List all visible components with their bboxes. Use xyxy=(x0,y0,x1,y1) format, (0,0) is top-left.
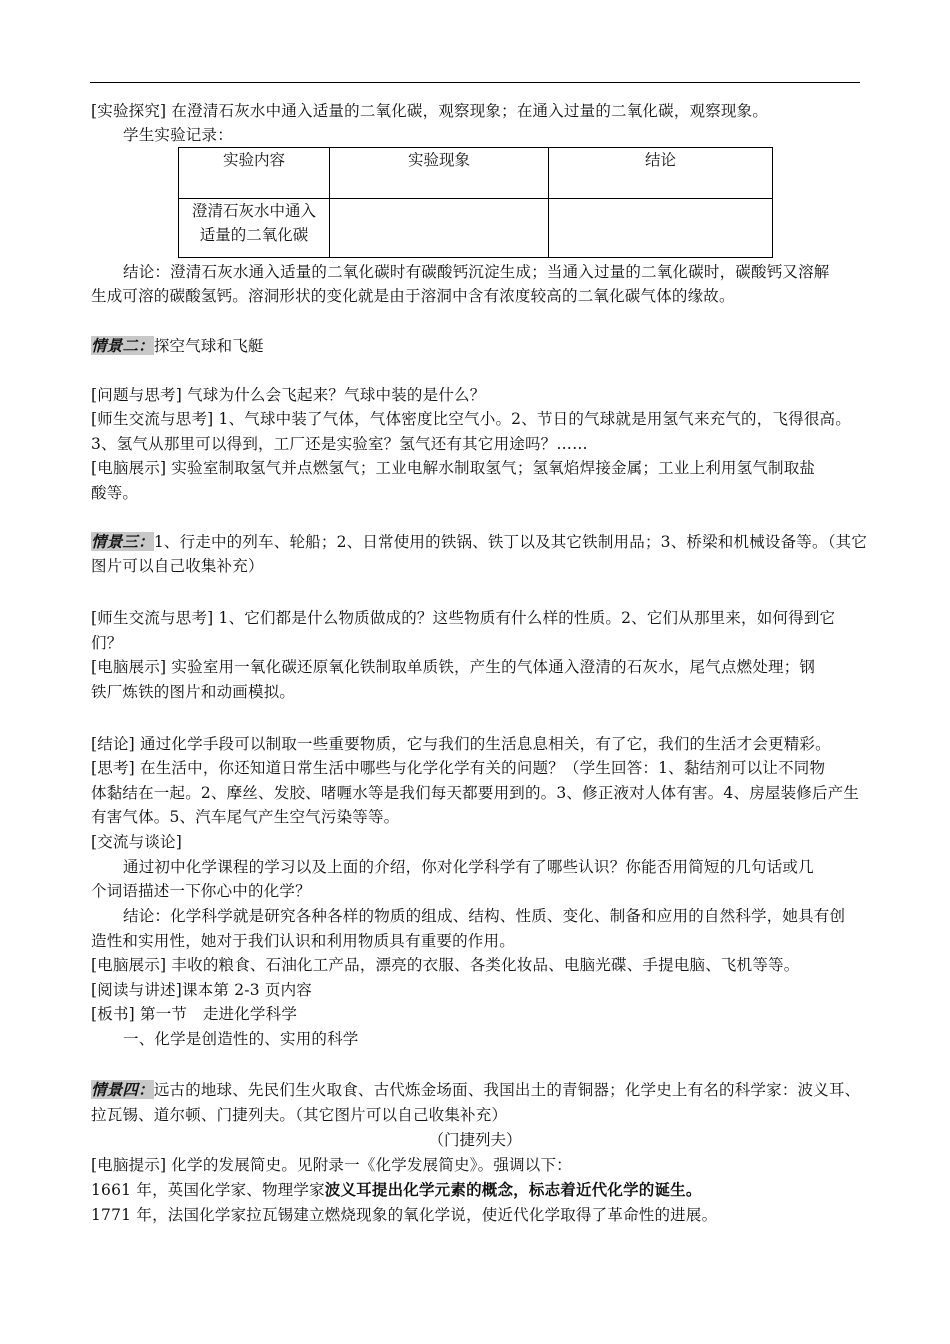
paragraph-line: [问题与思考] 气球为什么会飞起来？气球中装的是什么？ xyxy=(91,386,486,404)
table-header-row xyxy=(179,148,773,199)
table-header: 实验内容 xyxy=(179,148,330,199)
scene-tag: 情景四： xyxy=(91,1080,154,1099)
paragraph-line: [交流与谈论] xyxy=(91,833,182,851)
paragraph-line: 造性和实用性，她对于我们认识和利用物质具有重要的作用。 xyxy=(91,932,515,950)
table-header: 实验现象 xyxy=(330,148,549,199)
header-rule xyxy=(90,82,860,83)
scene-tag: 情景二： xyxy=(91,336,154,355)
paragraph-line: [师生交流与思考] 1、它们都是什么物质做成的？这些物质有什么样的性质。2、它们从那里来，如何得到它 xyxy=(91,609,836,627)
table-header: 结论 xyxy=(549,148,773,199)
paragraph-line: [师生交流与思考] 1、气球中装了气体，气体密度比空气小。2、节日的气球就是用氢气来充气的，飞得很高。 xyxy=(91,410,851,428)
paragraph-line: 3、氢气从那里可以得到，工厂还是实验室？氢气还有其它用途吗？…… xyxy=(91,435,588,453)
paragraph-line: 图片可以自己收集补充） xyxy=(91,557,264,575)
scene-title: 探空气球和飞艇 xyxy=(153,337,264,355)
scene-four-line xyxy=(91,1079,860,1101)
scene-tag: 情景三： xyxy=(91,532,154,551)
cell-line: 澄清石灰水中通入 xyxy=(191,202,316,220)
scene-three-line xyxy=(91,531,867,553)
table-cell xyxy=(179,199,330,258)
experiment-intro: [实验探究] 在澄清石灰水中通入适量的二氧化碳，观察现象；在通入过量的二氧化碳，观察现象。 xyxy=(91,102,769,120)
history-line xyxy=(91,1179,702,1201)
table-cell xyxy=(549,199,773,258)
scene-text: 远古的地球、先民们生火取食、古代炼金场面、我国出土的青铜器；化学史上有名的科学家：波义耳、 xyxy=(153,1081,861,1099)
scene-text: 1、行走中的列车、轮船；2、日常使用的铁锅、铁丁以及其它铁制用品；3、桥梁和机械设备等。（其它 xyxy=(153,533,868,551)
paragraph-line: [电脑提示] 化学的发展简史。见附录一《化学发展简史》。强调以下： xyxy=(91,1156,572,1174)
paragraph-line: 个词语描述一下你心中的化学？ xyxy=(91,882,311,900)
cell-line: 适量的二氧化碳 xyxy=(199,226,309,244)
image-caption: （门捷列夫） xyxy=(428,1131,522,1149)
paragraph-line: [思考] 在生活中，你还知道日常生活中哪些与化学化学有关的问题？（学生回答：1、黏结剂可以让不同物 xyxy=(91,759,826,777)
paragraph-line: 铁厂炼铁的图片和动画模拟。 xyxy=(91,683,296,701)
paragraph-line: 体黏结在一起。2、摩丝、发胶、啫喱水等是我们每天都要用到的。3、修正液对人体有害。4、房屋装修后产生 xyxy=(91,784,860,802)
paragraph-line: 一、化学是创造性的、实用的科学 xyxy=(123,1030,359,1048)
paragraph-line: [电脑展示] 丰收的粮食、石油化工产品，漂亮的衣服、各类化妆品、电脑光碟、手提电脑、飞机等等。 xyxy=(91,956,800,974)
paragraph-line: [电脑展示] 实验室用一氧化碳还原氧化铁制取单质铁，产生的气体通入澄清的石灰水，尾气点燃处理；钢 xyxy=(91,658,816,676)
paragraph-line: [电脑展示] 实验室制取氢气并点燃氢气；工业电解水制取氢气；氢氧焰焊接金属；工业上利用氢气制取盐 xyxy=(91,459,816,477)
paragraph-line: 结论：化学科学就是研究各种各样的物质的组成、结构、性质、变化、制备和应用的自然科学，她具有创 xyxy=(123,907,846,925)
history-bold-text: 波义耳提出化学元素的概念，标志着近代化学的诞生。 xyxy=(324,1180,702,1199)
paragraph-line: 生成可溶的碳酸氢钙。溶洞形状的变化就是由于溶洞中含有浓度较高的二氧化碳气体的缘故。 xyxy=(91,287,735,305)
history-text: 1661 年，英国化学家、物理学家 xyxy=(91,1181,325,1199)
experiment-table xyxy=(178,147,773,258)
paragraph-line: [阅读与讲述]课本第 2-3 页内容 xyxy=(91,981,313,999)
table-row xyxy=(179,199,773,258)
paragraph-line: [结论] 通过化学手段可以制取一些重要物质，它与我们的生活息息相关，有了它，我们的生活才会更精彩。 xyxy=(91,735,831,753)
table-cell xyxy=(330,199,549,258)
paragraph-line: 通过初中化学课程的学习以及上面的介绍，你对化学科学有了哪些认识？你能否用简短的几句话或几 xyxy=(123,858,814,876)
paragraph-line: 拉瓦锡、道尔顿、门捷列夫。（其它图片可以自己收集补充） xyxy=(91,1106,508,1124)
paragraph-line: 酸等。 xyxy=(91,484,139,502)
paragraph-line: [板书] 第一节 走进化学科学 xyxy=(91,1005,298,1023)
paragraph-line: 有害气体。5、汽车尾气产生空气污染等等。 xyxy=(91,808,400,826)
record-label: 学生实验记录： xyxy=(123,126,233,144)
paragraph-line: 1771 年，法国化学家拉瓦锡建立燃烧现象的氧化学说，使近代化学取得了革命性的进展。 xyxy=(91,1206,718,1224)
scene-two-heading xyxy=(91,335,264,357)
paragraph-line: 们？ xyxy=(91,634,123,652)
paragraph-line: 结论：澄清石灰水通入适量的二氧化碳时有碳酸钙沉淀生成；当通入过量的二氧化碳时，碳酸钙又溶解 xyxy=(123,263,830,281)
